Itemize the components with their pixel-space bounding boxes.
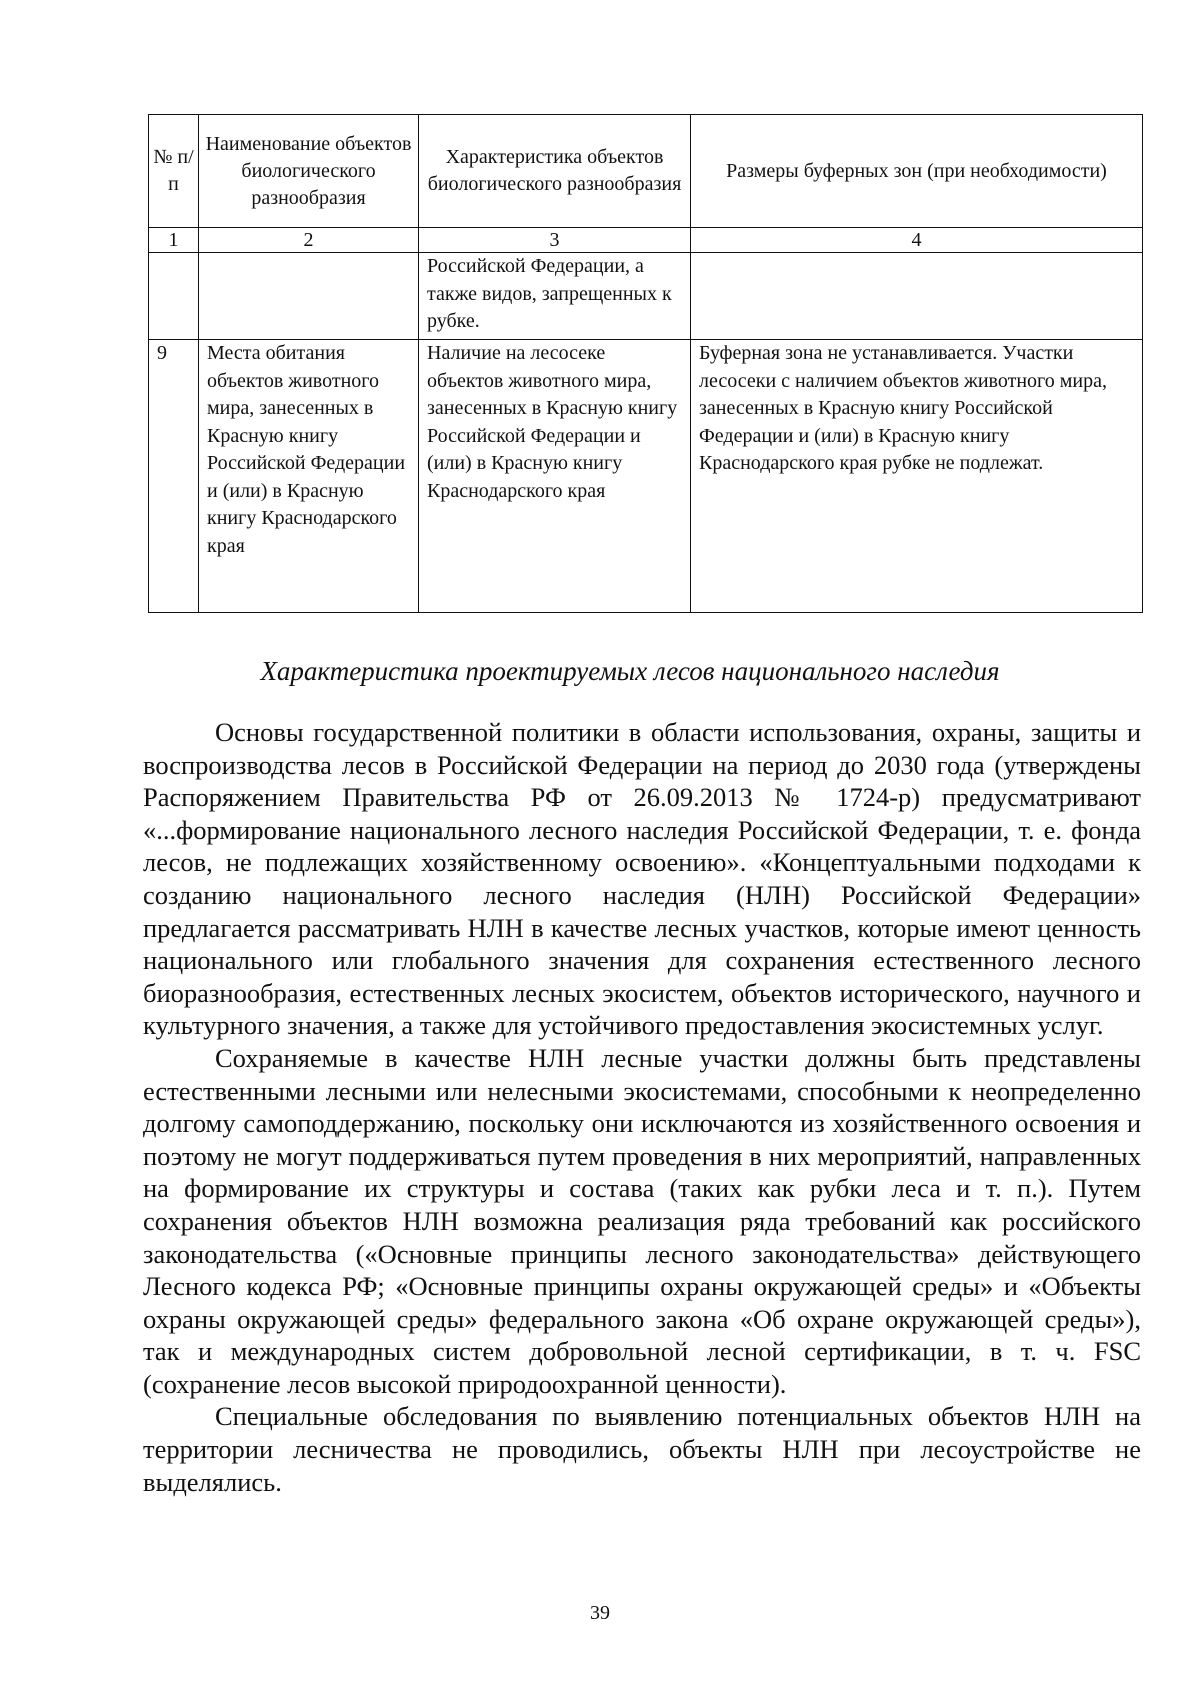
section-heading: Характеристика проектируемых лесов национального наследия: [260, 656, 1000, 686]
biodiversity-table: [148, 114, 1143, 613]
header-number: № п/ п: [149, 115, 199, 228]
header-object-characteristic: Характеристика объектов биологического разнообразия: [419, 115, 691, 228]
table-cell: Российской Федерации, а также видов, запрещенных к рубке.: [419, 253, 691, 340]
column-number: 3: [419, 228, 691, 253]
paragraph: Специальные обследования по выявлению потенциальных объектов НЛН на территории лесничества не проводились, объекты НЛН при лесоустройстве не выделялись.: [143, 1401, 1141, 1497]
table-column-number-row: [149, 228, 1143, 253]
table-cell: 9: [149, 340, 199, 613]
table-row: [149, 340, 1143, 613]
table-cell: Места обитания объектов животного мира, занесенных в Красную книгу Российской Федерации и (или) в Красную книгу Краснодарского края: [199, 340, 419, 613]
paragraph: Основы государственной политики в области использования, охраны, защиты и воспроизводства лесов в Российской Федерации на период до 2030 года (утверждены Распоряжением Правительства РФ от 26.09.2013 № 1724-р) предусматривают «...формирование национального лесного наследия Российской Федерации, т. е. фонда лесов, не подлежащих хозяйственному освоению». «Концептуальными подходами к созданию национального лесного наследия (НЛН) Российской Федерации» предлагается рассматривать НЛН в качестве лесных участков, которые имеют ценность национального или глобального значения для сохранения естественного лесного биоразнообразия, естественных лесных экосистем, объектов исторического, научного и культурного значения, а также для устойчивого предоставления экосистемных услуг.: [143, 717, 1141, 1041]
header-buffer-zone: Размеры буферных зон (при необходимости): [691, 115, 1143, 228]
paragraph: Сохраняемые в качестве НЛН лесные участки должны быть представлены естественными лесными или нелесными экосистемами, способными к неопределенно долгому самоподдержанию, поскольку они исключаются из хозяйственного освоения и поэтому не могут поддерживаться путем проведения в них мероприятий, направленных на формирование их структуры и состава (таких как рубки леса и т. п.). Путем сохранения объектов НЛН возможна реализация ряда требований как российского законодательства («Основные принципы лесного законодательства» действующего Лесного кодекса РФ; «Основные принципы охраны окружающей среды» и «Объекты охраны окружающей среды» федерального закона «Об охране окружающей среды»), так и международных систем добровольной лесной сертификации, в т. ч. FSC (сохранение лесов высокой природоохранной ценности).: [143, 1042, 1141, 1399]
page-number: 39: [590, 1602, 610, 1624]
header-object-name: Наименование объектов биологического разнообразия: [199, 115, 419, 228]
table-header-row: [149, 115, 1143, 228]
body-text: [143, 716, 1141, 1498]
table-cell: Наличие на лесосеке объектов животного мира, занесенных в Красную книгу Российской Федерации и (или) в Красную книгу Краснодарского края: [419, 340, 691, 613]
column-number: 4: [691, 228, 1143, 253]
table-cell: [691, 253, 1143, 340]
table-row: [149, 253, 1143, 340]
table-cell: [149, 253, 199, 340]
column-number: 2: [199, 228, 419, 253]
table-cell: [199, 253, 419, 340]
table-cell: Буферная зона не устанавливается. Участки лесосеки с наличием объектов животного мира, занесенных в Красную книгу Российской Федерации и (или) в Красную книгу Краснодарского края рубке не подлежат.: [691, 340, 1143, 613]
column-number: 1: [149, 228, 199, 253]
